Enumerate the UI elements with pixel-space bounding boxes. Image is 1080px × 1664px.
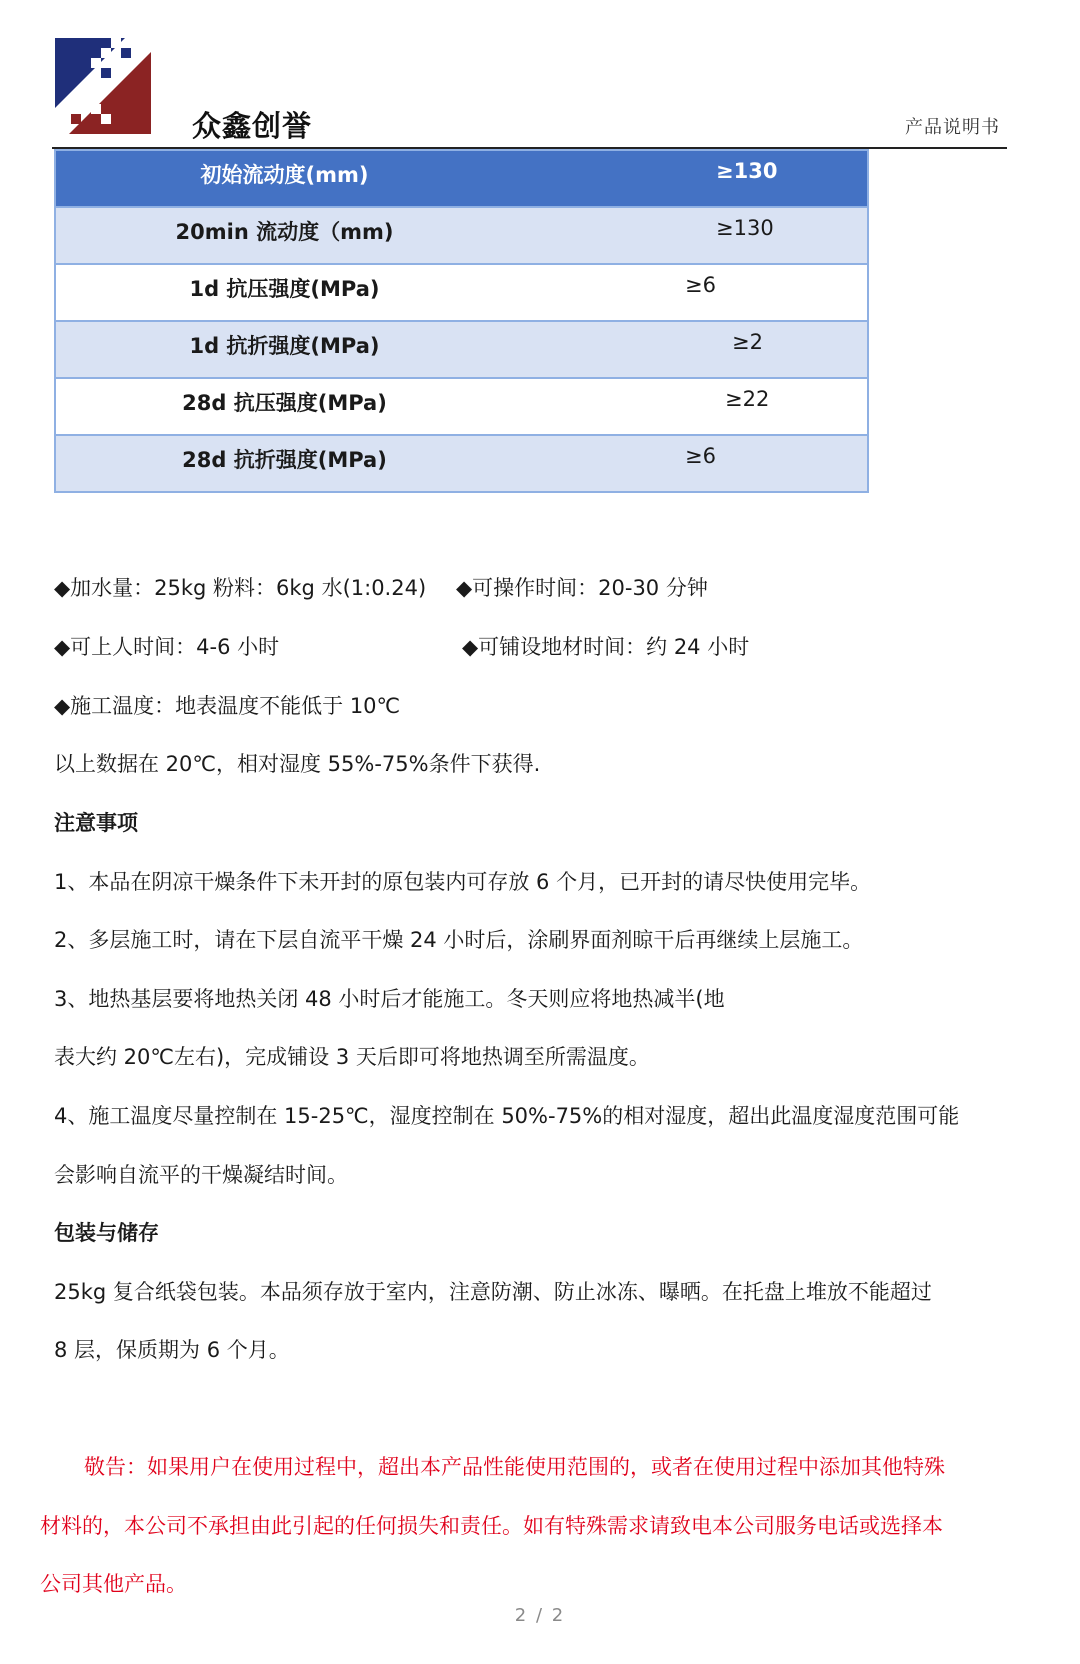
spec-name: 1d 抗压强度(MPa) <box>55 264 513 321</box>
note-item: 3、地热基层要将地热关闭 48 小时后才能施工。冬天则应将地热减半(地 <box>54 987 725 1011</box>
warning-line: 材料的，本公司不承担由此引起的任何损失和责任。如有特殊需求请致电本公司服务电话或选择本 <box>40 1514 943 1538</box>
page-number: 2 / 2 <box>514 1605 566 1626</box>
warning-line: 公司其他产品。 <box>40 1572 187 1596</box>
spec-value: ≥22 <box>513 378 868 435</box>
document-type: 产品说明书 <box>905 117 1000 138</box>
spec-name: 1d 抗折强度(MPa) <box>55 321 513 378</box>
storage-line: 25kg 复合纸袋包装。本品须存放于室内，注意防潮、防止冰冻、曝晒。在托盘上堆放不能超过 <box>54 1280 932 1304</box>
spec-value: ≥130 <box>513 150 868 207</box>
table-row <box>55 321 868 378</box>
table-row <box>55 435 868 492</box>
test-condition: 以上数据在 20℃，相对湿度 55%-75%条件下获得. <box>54 752 541 776</box>
param-temp: ◆施工温度：地表温度不能低于 10℃ <box>54 694 401 718</box>
storage-line: 8 层，保质期为 6 个月。 <box>54 1338 290 1362</box>
note-item: 会影响自流平的干燥凝结时间。 <box>54 1163 348 1187</box>
storage-heading: 包装与储存 <box>54 1221 159 1245</box>
spec-name: 28d 抗折强度(MPa) <box>55 435 513 492</box>
notes-heading: 注意事项 <box>54 811 138 835</box>
spec-value: ≥6 <box>513 264 868 321</box>
param-operable: ◆可操作时间：20-30 分钟 <box>456 576 708 600</box>
company-logo <box>55 38 151 134</box>
spec-value: ≥130 <box>513 207 868 264</box>
table-row <box>55 264 868 321</box>
spec-value: ≥2 <box>513 321 868 378</box>
table-row <box>55 378 868 435</box>
param-water: ◆加水量：25kg 粉料：6kg 水(1:0.24) <box>54 576 427 600</box>
spec-name: 28d 抗压强度(MPa) <box>55 378 513 435</box>
note-item: 4、施工温度尽量控制在 15-25℃，湿度控制在 50%-75%的相对湿度，超出此温度湿度范围可能 <box>54 1104 960 1128</box>
table-row <box>55 207 868 264</box>
param-floor-lay: ◆可铺设地材时间：约 24 小时 <box>462 635 750 659</box>
note-item: 2、多层施工时，请在下层自流平干燥 24 小时后，涂刷界面剂晾干后再继续上层施工。 <box>54 928 864 952</box>
spec-table <box>54 149 869 493</box>
note-item: 1、本品在阴凉干燥条件下未开封的原包装内可存放 6 个月，已开封的请尽快使用完毕。 <box>54 870 872 894</box>
warning-line: 敬告：如果用户在使用过程中，超出本产品性能使用范围的，或者在使用过程中添加其他特殊 <box>84 1455 945 1479</box>
note-item: 表大约 20℃左右)，完成铺设 3 天后即可将地热调至所需温度。 <box>54 1045 650 1069</box>
spec-name: 20min 流动度（mm) <box>55 207 513 264</box>
table-row <box>55 150 868 207</box>
brand-name: 众鑫创誉 <box>192 109 313 143</box>
spec-value: ≥6 <box>513 435 868 492</box>
param-walkable: ◆可上人时间：4-6 小时 <box>54 635 280 659</box>
spec-name: 初始流动度(mm) <box>55 150 513 207</box>
